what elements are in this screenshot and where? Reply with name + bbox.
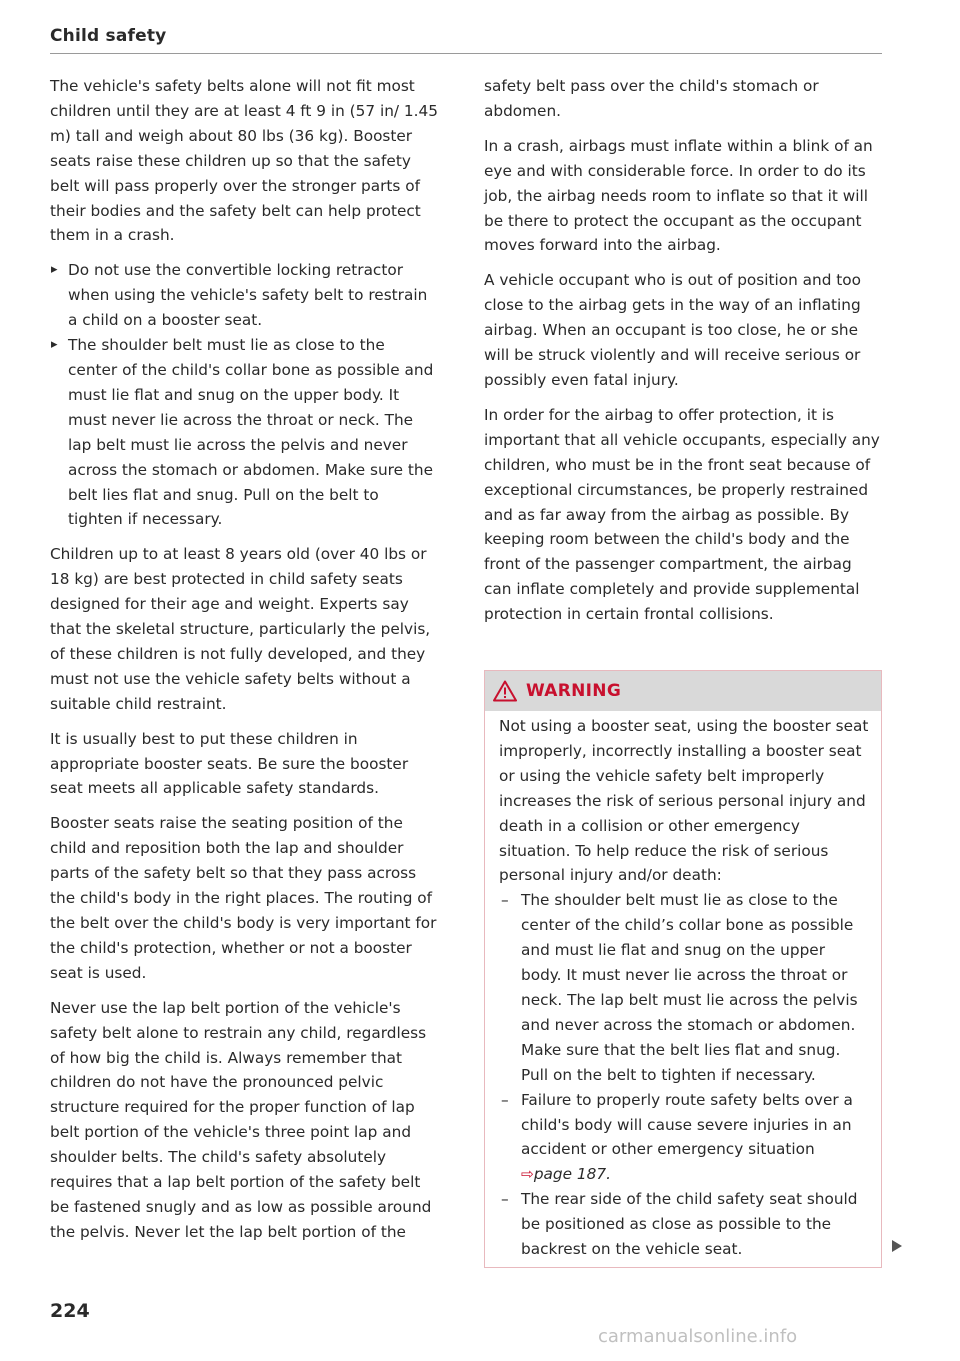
warning-body xyxy=(485,711,881,1262)
warning-item: – The rear side of the child safety seat should be positioned as close as possible to the backrest on the vehicle seat. xyxy=(499,1187,869,1262)
page-reference-text: page 187. xyxy=(533,1165,611,1184)
paragraph: Children up to at least 8 years old (over 40 lbs or 18 kg) are best protected in child safety seats designed for their age and weight. Experts say that the skeletal structure, particularly the pelvis, of these children is not fully developed, and they must not use the vehicle safety belts without a suitable child restraint. xyxy=(50,545,431,713)
header-rule xyxy=(50,53,882,54)
paragraph: In order for the airbag to offer protection, it is important that all vehicle occupants, especially any children, who must be in the front seat because of exceptional circumstances, be properly restrained and as far away from the airbag as possible. By keeping room between the child's body and the front of the passenger compartment, the airbag can inflate completely and provide supplemental protection in certain frontal collisions. xyxy=(484,405,880,624)
instruction-item: ▸ Do not use the convertible locking retractor when using the vehicle's safety belt to restrain a child on a booster seat. xyxy=(50,258,438,333)
warning-triangle-icon xyxy=(493,680,517,702)
section-title: Child safety xyxy=(50,26,167,46)
warning-title: WARNING xyxy=(526,681,622,701)
paragraph: In a crash, airbags must inflate within a blink of an eye and with considerable force. In order to do its job, the airbag needs room to inflate so that it will be there to protect the occupant as the occupant moves forward into the airbag. xyxy=(484,136,873,255)
instruction-list xyxy=(50,258,438,532)
right-column xyxy=(484,74,882,637)
paragraph: Never use the lap belt portion of the vehicle's safety belt alone to restrain any child, regardless of how big the child is. Always remember that children do not have the pronounced pelvic structure required for the proper function of lap belt portion of the vehicle's three point lap and shoulder belts. The child's safety absolutely requires that a lap belt portion of the safety belt be fastened snugly and as low as possible around the pelvis. Never let the lap belt portion of the xyxy=(50,998,432,1241)
warning-intro: Not using a booster seat, using the booster seat improperly, incorrectly installing a booster seat or using the vehicle safety belt improperly increases the risk of serious personal injury and death in a collision or other emergency situation. To help reduce the risk of serious personal injury and/or death: xyxy=(499,717,869,885)
warning-box xyxy=(484,670,882,1268)
page-reference-link[interactable] xyxy=(521,1165,611,1183)
warning-header xyxy=(485,671,881,711)
warning-item: – The shoulder belt must lie as close to the center of the child’s collar bone as possible and must lie flat and snug on the upper body. It must never lie across the throat or neck. The lap belt must lie across the pelvis and never across the stomach or abdomen. Make sure that the belt lies flat and snug. Pull on the belt to tighten if necessary. xyxy=(499,888,869,1087)
warning-item-text: Failure to properly route safety belts over a child's body will cause severe injuries in an accident or other emergency situation xyxy=(521,1090,853,1159)
continue-arrow-icon xyxy=(892,1240,902,1252)
left-column xyxy=(50,74,438,1255)
paragraph: Booster seats raise the seating position of the child and reposition both the lap and shoulder parts of the safety belt so that they pass across the child's body in the right places. The routing of the belt over the child's body is very important for the child's protection, whether or not a booster seat is used. xyxy=(50,814,437,982)
paragraph: The vehicle's safety belts alone will not fit most children until they are at least 4 ft 9 in (57 in/ 1.45 m) tall and weigh about 80 lbs (36 kg). Booster seats raise these children up so that the safety belt will pass properly over the stronger parts of their bodies and the safety belt can help protect them in a crash. xyxy=(50,77,438,245)
warning-item xyxy=(499,1088,869,1188)
page-number: 224 xyxy=(50,1300,90,1322)
watermark: carmanualsonline.info xyxy=(598,1326,798,1347)
instruction-item: ▸ The shoulder belt must lie as close to the center of the child's collar bone as possible and must lie flat and snug on the upper body. It must never lie across the throat or neck. The lap belt must lie across the pelvis and never across the stomach or abdomen. Make sure the belt lies flat and snug. Pull on the belt to tighten if necessary. xyxy=(50,333,438,532)
paragraph: A vehicle occupant who is out of position and too close to the airbag gets in the way of an inflating airbag. When an occupant is too close, he or she will be struck violently and will receive serious or possibly even fatal injury. xyxy=(484,271,862,389)
warning-list xyxy=(499,888,869,1262)
arrow-right-icon: ⇨ xyxy=(521,1165,534,1184)
paragraph: safety belt pass over the child's stomach or abdomen. xyxy=(484,77,819,120)
paragraph: It is usually best to put these children in appropriate booster seats. Be sure the booster seat meets all applicable safety standards. xyxy=(50,729,409,798)
